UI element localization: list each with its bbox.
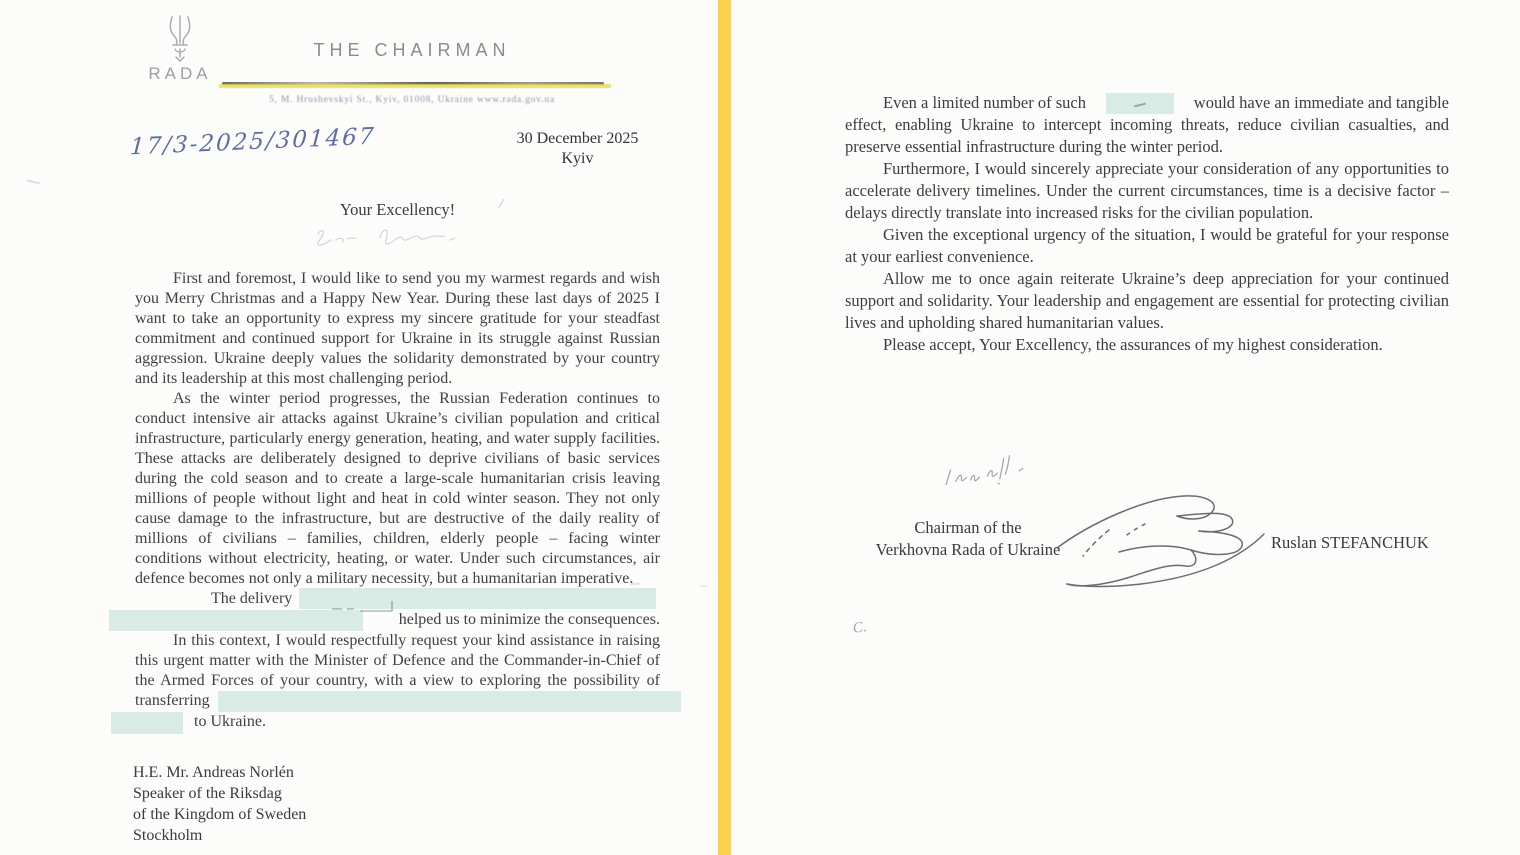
signer-name: Ruslan STEFANCHUK	[1271, 533, 1429, 552]
letter-body-column	[135, 269, 660, 734]
salutation: Your Excellency!	[339, 200, 456, 219]
to-ukraine-line	[135, 712, 660, 734]
body-paragraph-2: Furthermore, I would sincerely appreciate your consideration of any opportunities to accelerate delivery timelines. Under the current circumstances, time is a decisive factor – delays directly translate into increased risks for the civilian population.	[845, 159, 1449, 222]
redaction-highlight	[109, 610, 363, 631]
body-paragraph-3: Given the exceptional urgency of the situation, I would be grateful for your response at your earliest convenience.	[845, 225, 1449, 266]
letterhead-address: 5, M. Hrushevskyi St., Kyiv, 01008, Ukraine www.rada.gov.ua	[269, 95, 555, 105]
signature-scribble	[1049, 486, 1289, 601]
page2-line1	[845, 92, 1449, 114]
transfer-redacted-line	[135, 691, 660, 712]
signature-title-line: Verkhovna Rada of Ukraine	[875, 540, 1061, 559]
letter-body-column	[845, 92, 1449, 356]
signature-title	[861, 517, 1075, 561]
trident-icon	[158, 14, 202, 62]
redaction-highlight	[1106, 93, 1174, 114]
body-paragraph-1: First and foremost, I would like to send you my warmest regards and wish you Merry Christmas and a Happy New Year. During these last days of 2025 I want to take an opportunity to express my sincere gratitude for your steadfast commitment and continued support for Ukraine in its struggle against Russian aggression. Ukraine deeply values the solidarity demonstrated by your country and its leadership at this most challenging period.	[135, 270, 660, 387]
coat-of-arms	[148, 14, 212, 84]
pen-slash-mark: /	[497, 196, 505, 213]
redaction-highlight	[111, 712, 183, 734]
recipient-line: Stockholm	[133, 827, 203, 844]
recipient-block	[133, 762, 306, 846]
reference-number-handwritten: 17/3-2025/301467	[129, 123, 377, 161]
rule-yellow-line	[219, 84, 611, 88]
handwritten-initials	[939, 450, 1039, 495]
body-paragraph-1-rest: effect, enabling Ukraine to intercept incoming threats, reduce civilian casualties, and preserve essential infrastructure during the winter period.	[845, 115, 1449, 156]
faint-c-mark: C.	[851, 619, 868, 637]
pen-bracket-mark	[330, 599, 410, 621]
recipient-line: Speaker of the Riksdag	[133, 785, 282, 802]
letterhead-title: THE CHAIRMAN	[313, 40, 511, 60]
transfer-word: transferring	[135, 692, 210, 709]
pen-dash-mark	[1134, 102, 1146, 107]
body-paragraph-3: In this context, I would respectfully request your kind assistance in raising this urgent matter with the Minister of Defence and the Commander-in-Chief of the Armed Forces of your country, with a view to exploring the possibility of	[135, 632, 660, 689]
body-paragraph-5: Please accept, Your Excellency, the assurances of my highest consideration.	[883, 335, 1383, 354]
delivery-prefix: The delivery	[211, 590, 293, 607]
redaction-highlight	[218, 691, 681, 712]
yellow-divider-bar	[718, 0, 731, 855]
page2-line1-lead: Even a limited number of such	[883, 93, 1086, 112]
signature-title-line: Chairman of the	[914, 518, 1022, 537]
to-ukraine-text: to Ukraine.	[194, 713, 266, 730]
faint-handwriting	[310, 222, 495, 262]
date-block	[495, 129, 660, 169]
page2-line1-tail: would have an immediate and tangible	[1193, 93, 1449, 112]
rada-wordmark: RADA	[148, 64, 212, 83]
scan-speck	[27, 179, 40, 184]
date-line: 30 December 2025	[516, 130, 639, 147]
letter-page-2	[731, 0, 1520, 855]
letter-page-1	[0, 0, 718, 855]
date-city: Kyiv	[561, 150, 594, 167]
recipient-line: of the Kingdom of Sweden	[133, 806, 307, 823]
delivery-suffix: helped us to minimize the consequences.	[398, 611, 660, 628]
scan-speck	[700, 585, 707, 587]
recipient-line: H.E. Mr. Andreas Norlén	[133, 764, 294, 781]
body-paragraph-4: Allow me to once again reiterate Ukraine’s deep appreciation for your continued support and solidarity. Your leadership and engagement are essential for protecting civilian lives and upholding shared humanitarian values.	[845, 269, 1449, 332]
body-paragraph-2: As the winter period progresses, the Russian Federation continues to conduct intensive air attacks against Ukraine’s civilian population and critical infrastructure, particularly energy generation, heating, and water supply facilities. These attacks are deliberately designed to deprive civilians of basic services during the cold season and to create a large-scale humanitarian crisis leaving millions of people without light and heat in cold winter season. They not only cause damage to the infrastructure, but are destructive of the daily reality of millions of civilians – families, children, elderly people – facing winter conditions without electricity, heating, or water. Under such circumstances, air defence becomes not only a military necessity, but a humanitarian imperative.	[135, 390, 660, 587]
letterhead-rule	[222, 82, 604, 88]
